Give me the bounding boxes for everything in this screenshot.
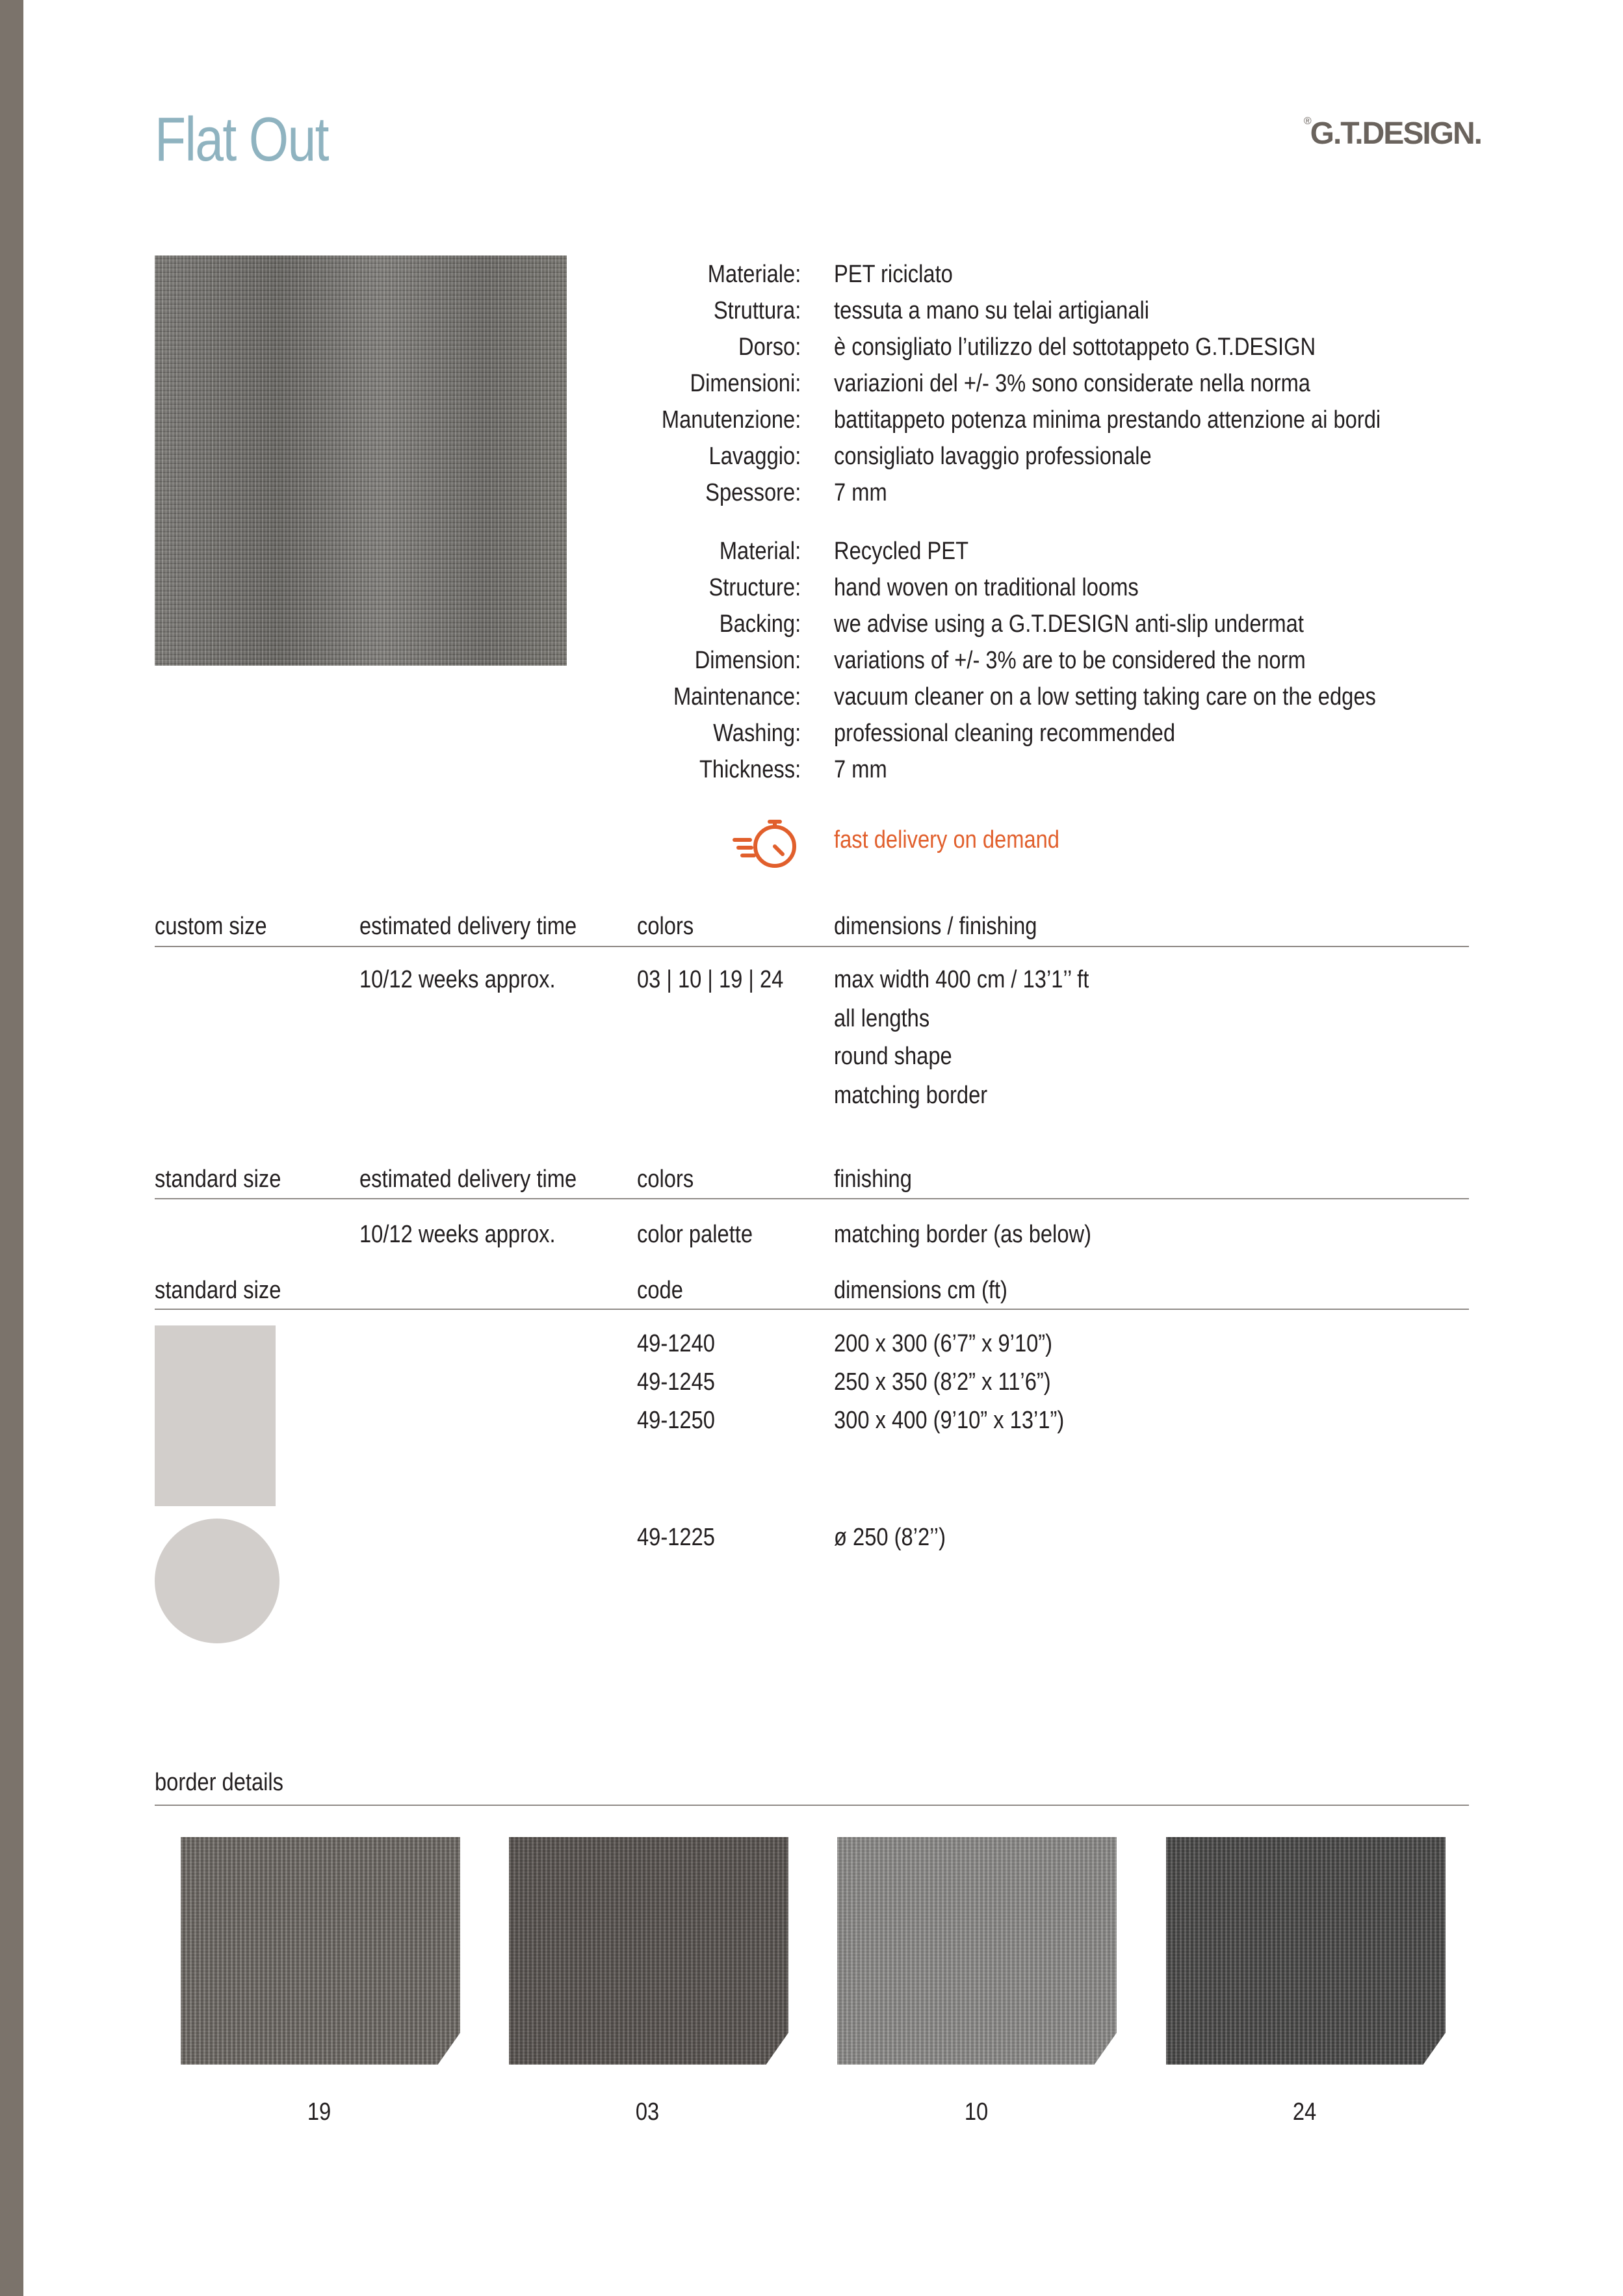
spec-value-material: Recycled PET — [834, 538, 969, 565]
custom-delivery-value: 10/12 weeks approx. — [359, 966, 556, 993]
spec-label-spessore: Spessore: — [705, 479, 801, 506]
sizes-standard-header: standard size — [155, 1277, 281, 1304]
spec-value-materiale: PET riciclato — [834, 261, 953, 288]
standard-delivery-header: estimated delivery time — [359, 1166, 577, 1193]
border-swatch-03 — [509, 1837, 788, 2065]
spec-value-manutenzione: battitappeto potenza minima prestando attenzione ai bordi — [834, 406, 1381, 434]
swatch-label-24: 24 — [1292, 2098, 1317, 2126]
round-shape-icon — [155, 1519, 279, 1643]
standard-size-header: standard size — [155, 1166, 281, 1193]
specs-en-values — [834, 533, 1376, 788]
spec-label-dimension: Dimension: — [694, 647, 801, 674]
standard-finishing-value: matching border (as below) — [834, 1221, 1091, 1248]
specs-it-labels — [662, 256, 801, 511]
fast-delivery-text: fast delivery on demand — [834, 826, 1059, 854]
custom-detail-max-width: max width 400 cm / 13’1’’ ft — [834, 966, 1089, 993]
spec-label-dimensioni: Dimensioni: — [690, 370, 801, 397]
rug-texture-image — [155, 255, 567, 666]
standard-finishing-header: finishing — [834, 1166, 912, 1193]
spec-label-washing: Washing: — [712, 720, 801, 747]
spec-label-backing: Backing: — [719, 610, 801, 638]
border-swatch-10 — [837, 1837, 1117, 2065]
spec-label-manutenzione: Manutenzione: — [661, 406, 801, 434]
fast-delivery-stopwatch-icon — [732, 816, 803, 871]
border-swatch-19 — [181, 1837, 460, 2065]
size-dimension-1250: 300 x 400 (9’10” x 13’1”) — [834, 1407, 1065, 1434]
custom-colors-header: colors — [637, 913, 694, 940]
swatch-label-03: 03 — [635, 2098, 660, 2126]
size-dimension-1245: 250 x 350 (8’2” x 11’6”) — [834, 1368, 1051, 1396]
spec-value-washing: professional cleaning recommended — [834, 720, 1176, 747]
page-title: Flat Out — [155, 105, 328, 174]
size-code-1240: 49-1240 — [637, 1330, 715, 1357]
custom-detail-lengths: all lengths — [834, 1005, 930, 1032]
spec-value-thickness: 7 mm — [834, 756, 887, 783]
specs-it-values — [834, 256, 1381, 511]
border-swatch-24 — [1166, 1837, 1446, 2065]
rectangular-shape-icon — [155, 1325, 276, 1506]
custom-dimensions-header: dimensions / finishing — [834, 913, 1037, 940]
border-details-title: border details — [155, 1769, 284, 1796]
spec-value-dimensioni: variazioni del +/- 3% sono considerate nella norma — [834, 370, 1310, 397]
standard-colors-value: color palette — [637, 1221, 753, 1248]
spec-label-material: Material: — [719, 538, 801, 565]
custom-colors-value: 03 | 10 | 19 | 24 — [637, 966, 784, 993]
spec-label-structure: Structure: — [708, 574, 801, 601]
spec-value-backing: we advise using a G.T.DESIGN anti-slip undermat — [834, 610, 1304, 638]
spec-value-struttura: tessuta a mano su telai artigianali — [834, 297, 1150, 324]
custom-detail-round: round shape — [834, 1043, 952, 1070]
size-code-1250: 49-1250 — [637, 1407, 715, 1434]
spec-label-thickness: Thickness: — [699, 756, 801, 783]
size-dimension-1240: 200 x 300 (6’7” x 9’10”) — [834, 1330, 1053, 1357]
standard-colors-header: colors — [637, 1166, 694, 1193]
spec-label-maintenance: Maintenance: — [673, 683, 801, 711]
custom-delivery-header: estimated delivery time — [359, 913, 577, 940]
border-details-divider — [155, 1805, 1469, 1806]
custom-size-divider — [155, 946, 1469, 947]
page-sidebar-stripe — [0, 0, 23, 2296]
size-dimension-1225: ø 250 (8’2’’) — [834, 1524, 946, 1551]
size-code-1245: 49-1245 — [637, 1368, 715, 1396]
standard-delivery-value: 10/12 weeks approx. — [359, 1221, 556, 1248]
spec-label-struttura: Struttura: — [713, 297, 801, 324]
swatch-label-19: 19 — [307, 2098, 331, 2126]
spec-label-materiale: Materiale: — [707, 261, 801, 288]
spec-value-lavaggio: consigliato lavaggio professionale — [834, 443, 1152, 470]
spec-label-lavaggio: Lavaggio: — [708, 443, 801, 470]
swatch-label-10: 10 — [964, 2098, 989, 2126]
spec-value-structure: hand woven on traditional looms — [834, 574, 1139, 601]
standard-size-divider — [155, 1198, 1469, 1199]
size-code-1225: 49-1225 — [637, 1524, 715, 1551]
sizes-code-header: code — [637, 1277, 683, 1304]
registered-mark: ® — [1303, 116, 1310, 127]
brand-logo — [1304, 116, 1481, 151]
sizes-divider — [155, 1309, 1469, 1310]
spec-value-maintenance: vacuum cleaner on a low setting taking care on the edges — [834, 683, 1376, 711]
brand-name: G.T.DESIGN. — [1310, 116, 1481, 151]
specs-en-labels — [673, 533, 801, 788]
spec-label-dorso: Dorso: — [738, 333, 801, 361]
custom-detail-border: matching border — [834, 1082, 988, 1109]
spec-value-spessore: 7 mm — [834, 479, 887, 506]
spec-value-dimension: variations of +/- 3% are to be considered the norm — [834, 647, 1306, 674]
sizes-dimensions-header: dimensions cm (ft) — [834, 1277, 1007, 1304]
custom-size-header: custom size — [155, 913, 267, 940]
spec-value-dorso: è consigliato l’utilizzo del sottotappeto G.T.DESIGN — [834, 333, 1316, 361]
